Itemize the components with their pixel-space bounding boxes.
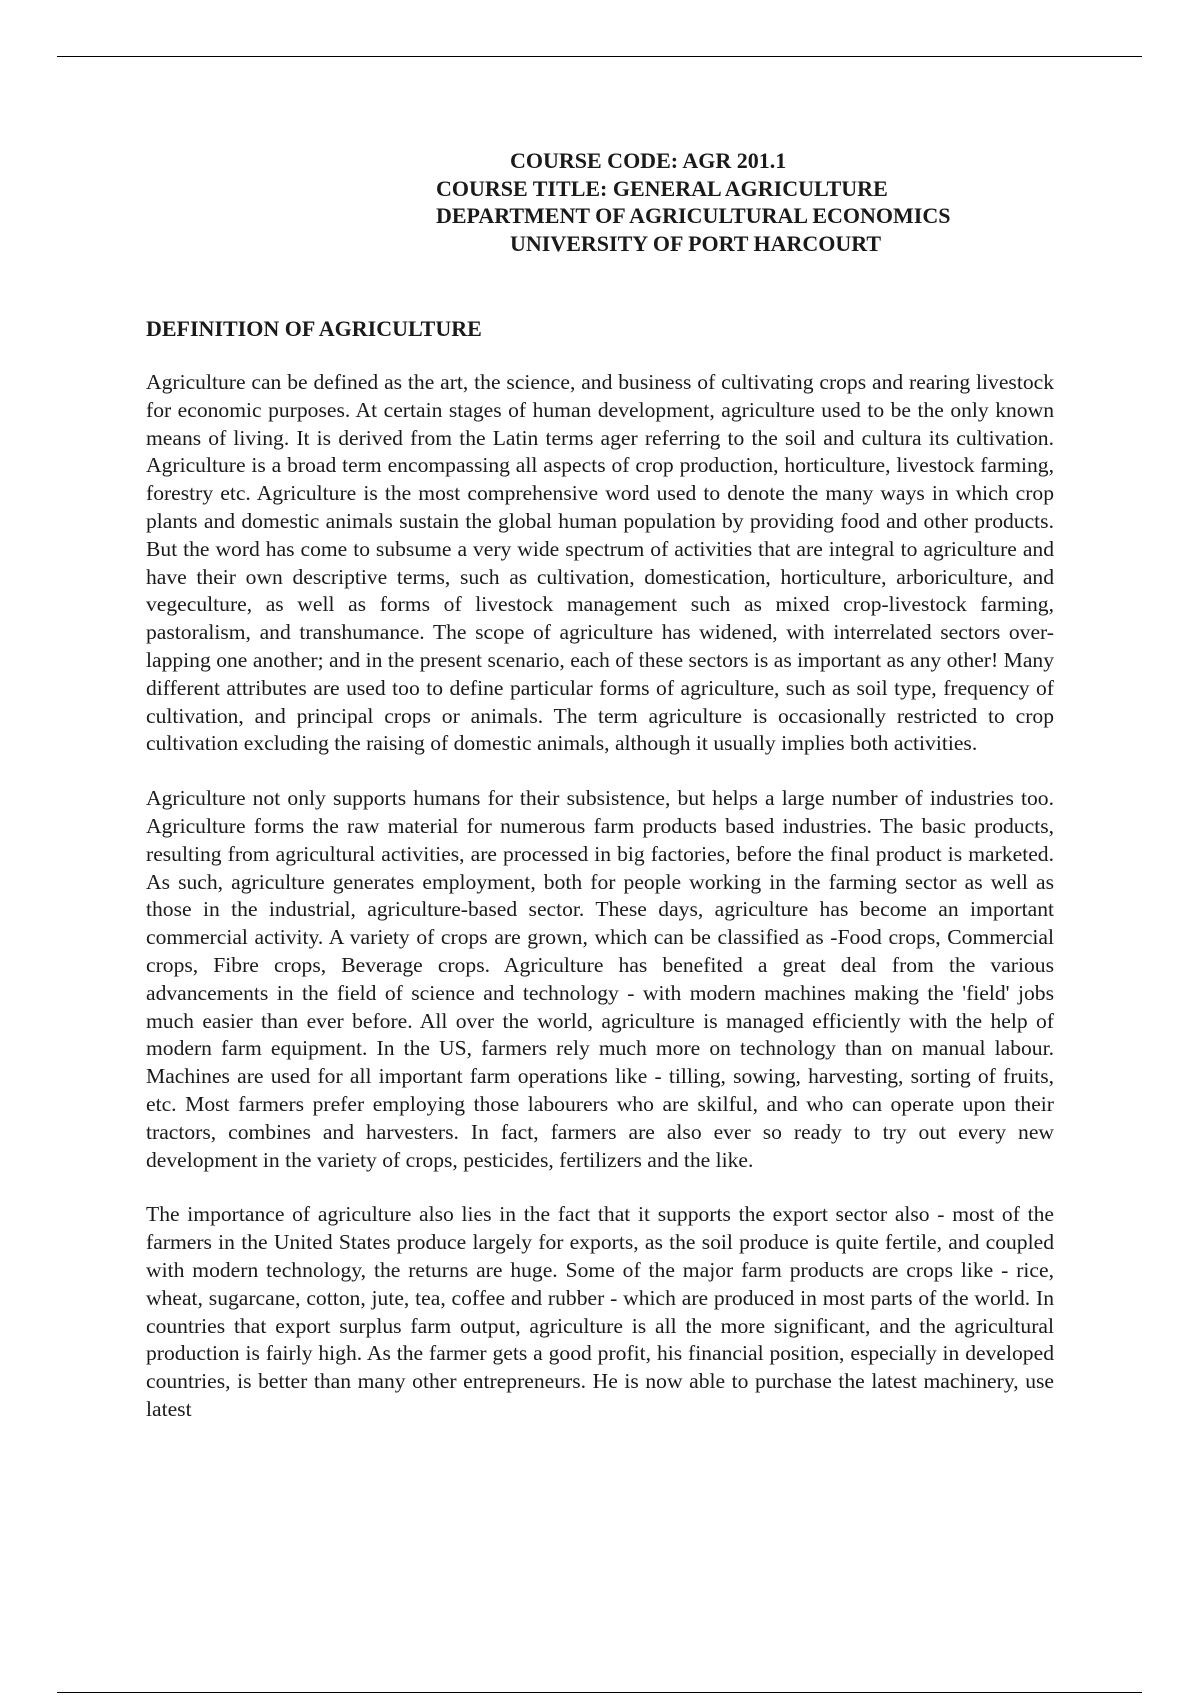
paragraph: Agriculture can be defined as the art, the science, and business of cultivating crops and rearing livestock for economic purposes. At certain stages of human development, agriculture used to be the only known means of living. It is derived from the Latin terms ager referring to the soil and cultura its cultivation. Agriculture is a broad term encompassing all aspects of crop production, horticulture, livestock farming, forestry etc. Agriculture is the most comprehensive word used to denote the many ways in which crop plants and domestic animals sustain the global human population by providing food and other products. But the word has come to subsume a very wide spectrum of activities that are integral to agriculture and have their own descriptive terms, such as cultivation, domestication, horticulture, arboriculture, and vegeculture, as well as forms of livestock management such as mixed crop-livestock farming, pastoralism, and transhumance. The scope of agriculture has widened, with interrelated sectors over-lapping one another; and in the present scenario, each of these sectors is as important as any other! Many different attributes are used too to define particular forms of agriculture, such as soil type, frequency of cultivation, and principal crops or animals. The term agriculture is occasionally restricted to crop cultivation excluding the raising of domestic animals, although it usually implies both activities. xyxy=(146,370,1054,756)
section-heading: DEFINITION OF AGRICULTURE xyxy=(146,316,482,341)
course-code: COURSE CODE: AGR 201.1 xyxy=(510,148,787,173)
bottom-rule xyxy=(57,1692,1142,1693)
course-title: COURSE TITLE: GENERAL AGRICULTURE xyxy=(436,175,888,201)
university: UNIVERSITY OF PORT HARCOURT xyxy=(510,230,882,256)
document-header xyxy=(0,147,1200,257)
department: DEPARTMENT OF AGRICULTURAL ECONOMICS xyxy=(436,203,951,228)
paragraph: The importance of agriculture also lies in the fact that it supports the export sector also - most of the farmers in the United States produce largely for exports, as the soil produce is quite fertile, and coupled with modern technology, the returns are huge. Some of the major farm products are crops like - rice, wheat, sugarcane, cotton, jute, tea, coffee and rubber - which are produced in most parts of the world. In countries that export surplus farm output, agriculture is all the more significant, and the agricultural production is fairly high. As the farmer gets a good profit, his financial position, especially in developed countries, is better than many other entrepreneurs. He is now able to purchase the latest machinery, use latest xyxy=(146,1202,1054,1421)
paragraph: Agriculture not only supports humans for their subsistence, but helps a large number of industries too. Agriculture forms the raw material for numerous farm products based industries. The basic products, resulting from agricultural activities, are processed in big factories, before the final product is marketed. As such, agriculture generates employment, both for people working in the farming sector as well as those in the industrial, agriculture-based sector. These days, agriculture has become an important commercial activity. A variety of crops are grown, which can be classified as -Food crops, Commercial crops, Fibre crops, Beverage crops. Agriculture has benefited a great deal from the various advancements in the field of science and technology - with modern machines making the 'field' jobs much easier than ever before. All over the world, agriculture is managed efficiently with the help of modern farm equipment. In the US, farmers rely much more on technology than on manual labour. Machines are used for all important farm operations like - tilling, sowing, harvesting, sorting of fruits, etc. Most farmers prefer employing those labourers who are skilful, and who can operate upon their tractors, combines and harvesters. In fact, farmers are also ever so ready to try out every new development in the variety of crops, pesticides, fertilizers and the like. xyxy=(146,786,1054,1172)
body-text xyxy=(146,369,1054,1451)
top-rule xyxy=(57,56,1142,57)
